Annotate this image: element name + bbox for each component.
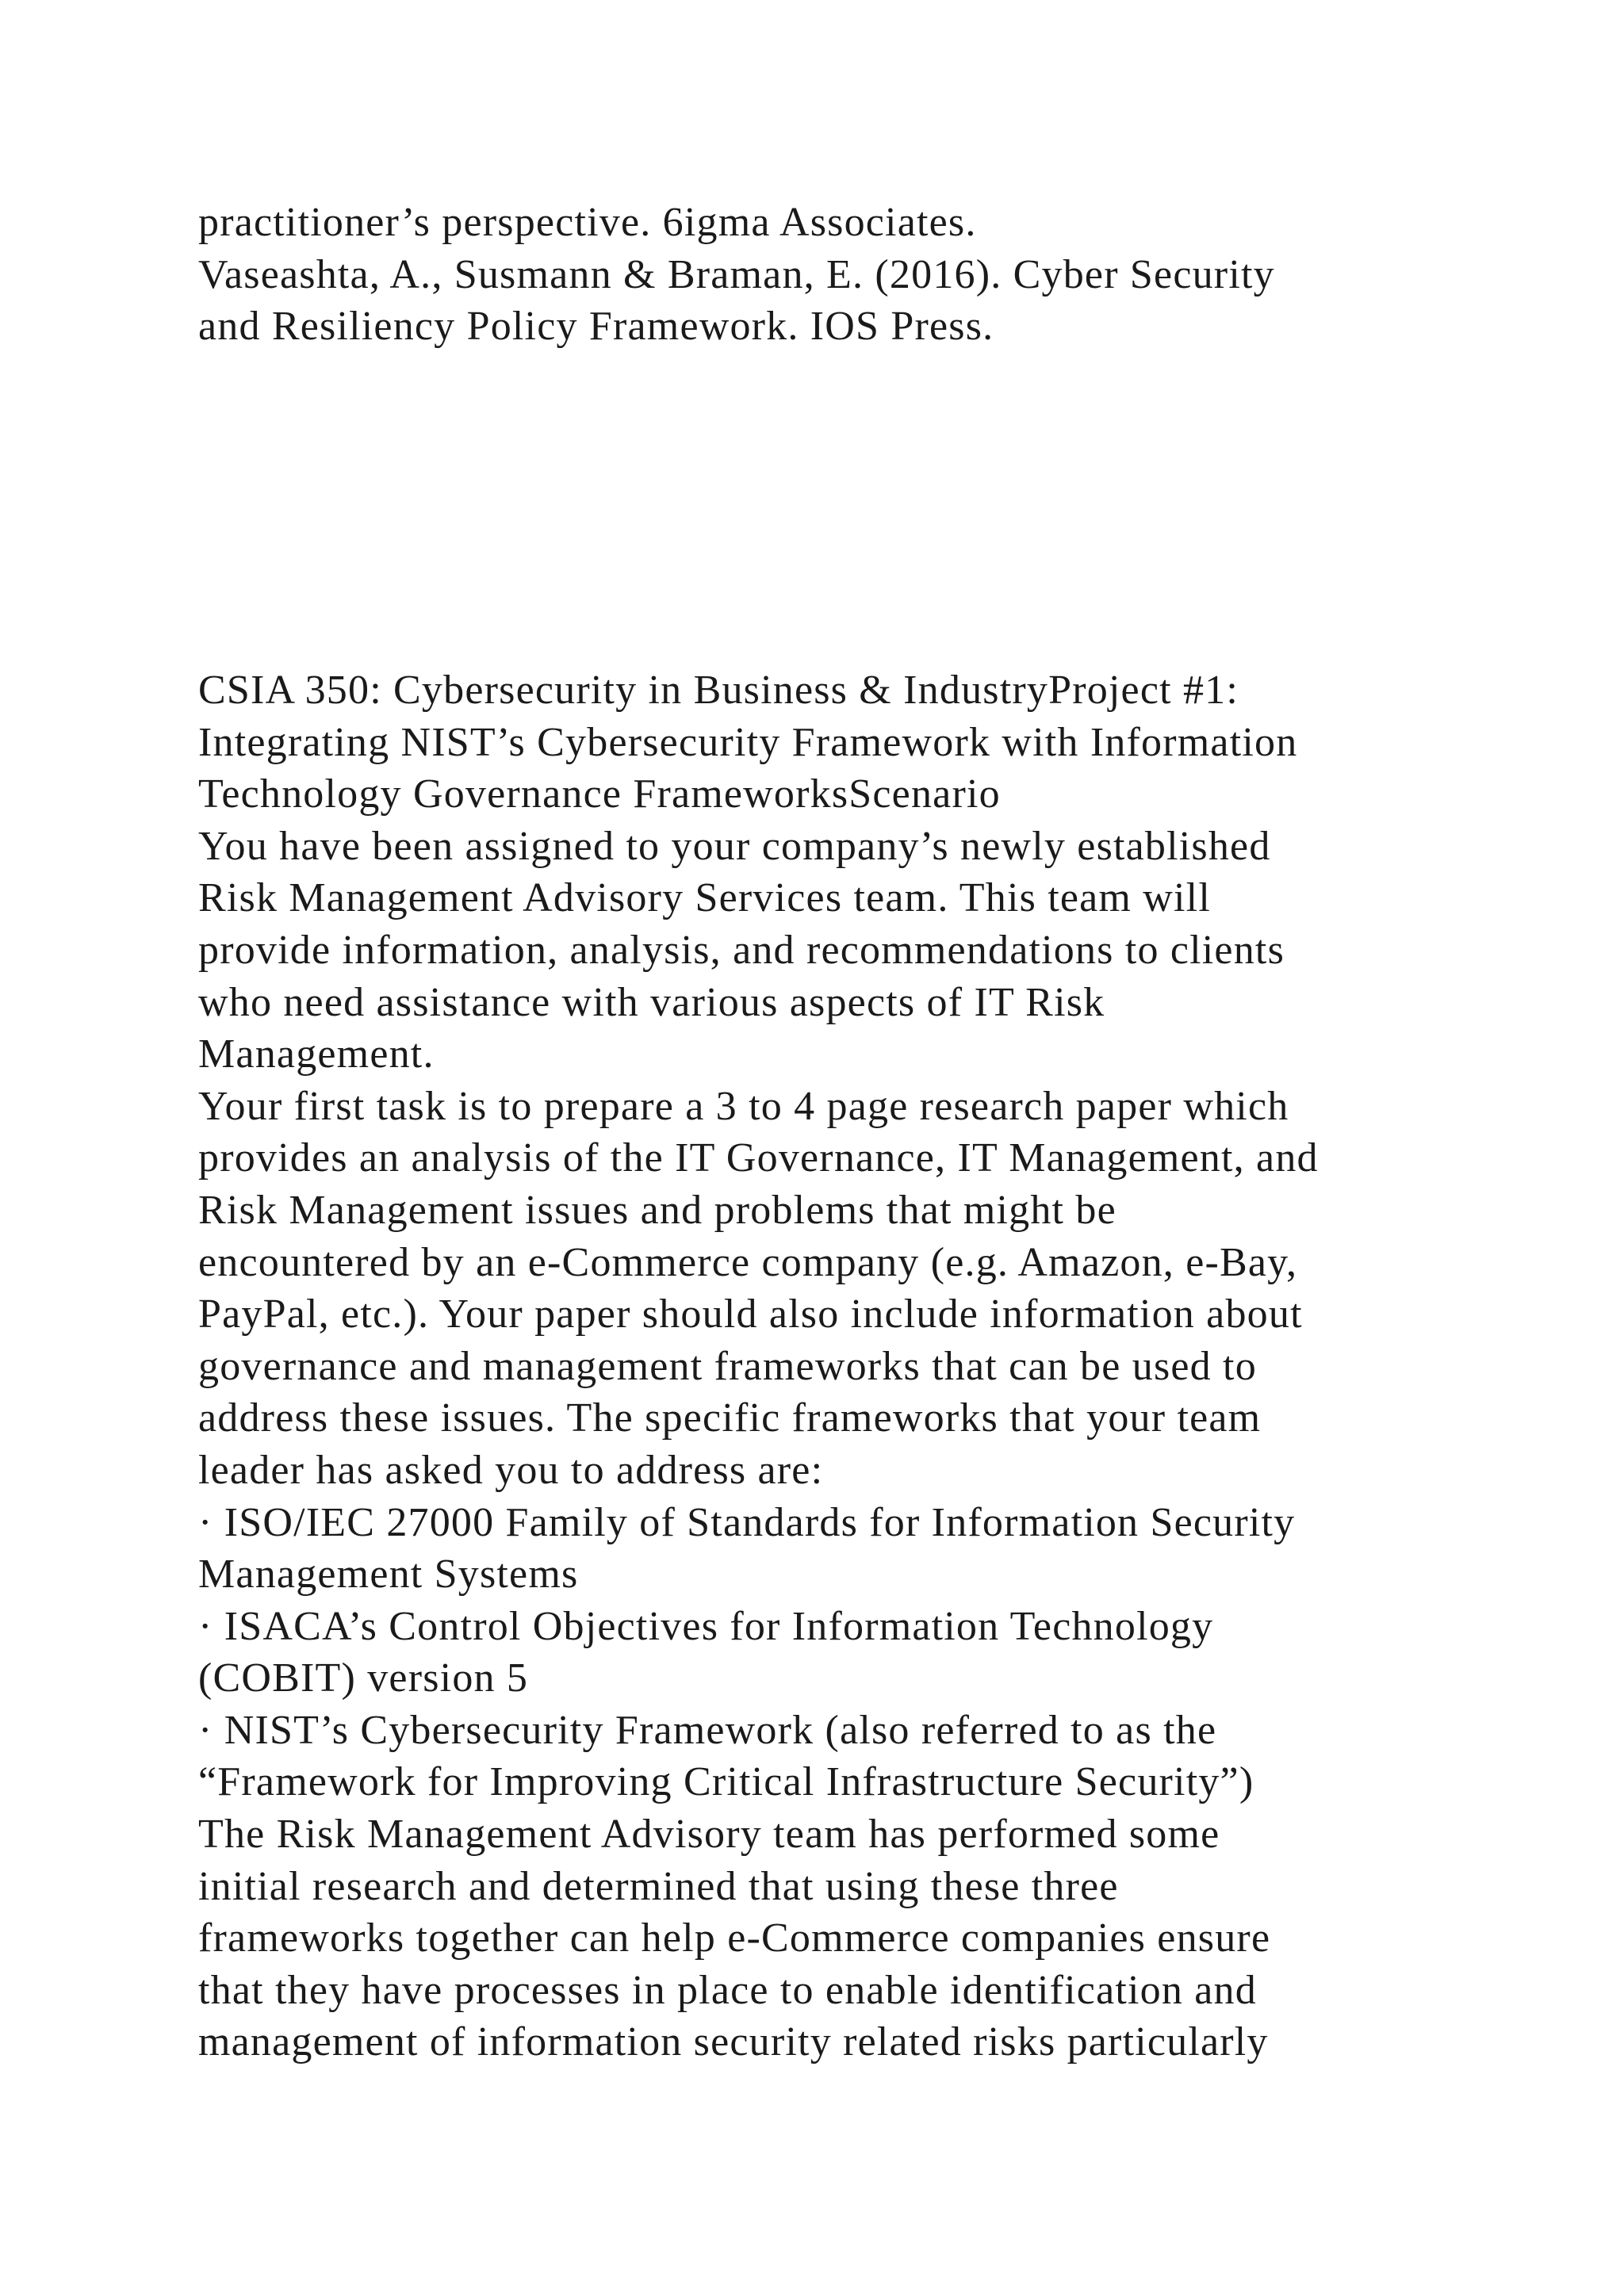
text-line: Management. — [198, 1031, 435, 1077]
text-line: PayPal, etc.). Your paper should also include information about — [198, 1292, 1303, 1337]
text-line: that they have processes in place to enable identification and — [198, 1967, 1257, 2013]
list-item-line: “Framework for Improving Critical Infrastructure Security”) — [198, 1759, 1254, 1805]
assignment-text — [198, 664, 1483, 2068]
text-line: Your first task is to prepare a 3 to 4 page research paper which — [198, 1083, 1289, 1129]
list-item-line: · ISO/IEC 27000 Family of Standards for Information Security — [198, 1499, 1296, 1545]
list-item-line: · NIST’s Cybersecurity Framework (also referred to as the — [198, 1707, 1217, 1753]
text-line: address these issues. The specific frameworks that your team — [198, 1395, 1262, 1441]
text-line: provide information, analysis, and recommendations to clients — [198, 927, 1285, 973]
text-line: Vaseashta, A., Susmann & Braman, E. (2016). Cyber Security — [198, 251, 1275, 297]
list-item-line: Management Systems — [198, 1552, 579, 1598]
text-line: practitioner’s perspective. 6igma Associates. — [198, 200, 977, 245]
list-item-line: · ISACA’s Control Objectives for Information Technology — [198, 1603, 1214, 1649]
list-item-line: (COBIT) version 5 — [198, 1655, 529, 1701]
text-line: management of information security related risks particularly — [198, 2019, 1269, 2065]
text-line: You have been assigned to your company’s newly established — [198, 823, 1271, 869]
assignment-title-line: CSIA 350: Cybersecurity in Business & IndustryProject #1: — [198, 668, 1239, 713]
text-line: Risk Management issues and problems that might be — [198, 1187, 1116, 1233]
text-line: leader has asked you to address are: — [198, 1447, 824, 1493]
text-line: Risk Management Advisory Services team. This team will — [198, 875, 1211, 921]
text-line: encountered by an e-Commerce company (e.g. Amazon, e-Bay, — [198, 1239, 1298, 1285]
text-line: governance and management frameworks that can be used to — [198, 1343, 1257, 1389]
text-line: and Resiliency Policy Framework. IOS Press. — [198, 304, 994, 350]
assignment-title-line: Integrating NIST’s Cybersecurity Framework with Information — [198, 719, 1298, 765]
text-line: initial research and determined that using these three — [198, 1863, 1119, 1909]
text-line: The Risk Management Advisory team has performed some — [198, 1812, 1220, 1858]
text-line: frameworks together can help e-Commerce companies ensure — [198, 1915, 1271, 1961]
assignment-title-line: Technology Governance FrameworksScenario — [198, 771, 1001, 817]
text-line: who need assistance with various aspects of IT Risk — [198, 979, 1105, 1025]
text-line: provides an analysis of the IT Governance, IT Management, and — [198, 1135, 1319, 1181]
reference-continuation — [198, 197, 1483, 353]
